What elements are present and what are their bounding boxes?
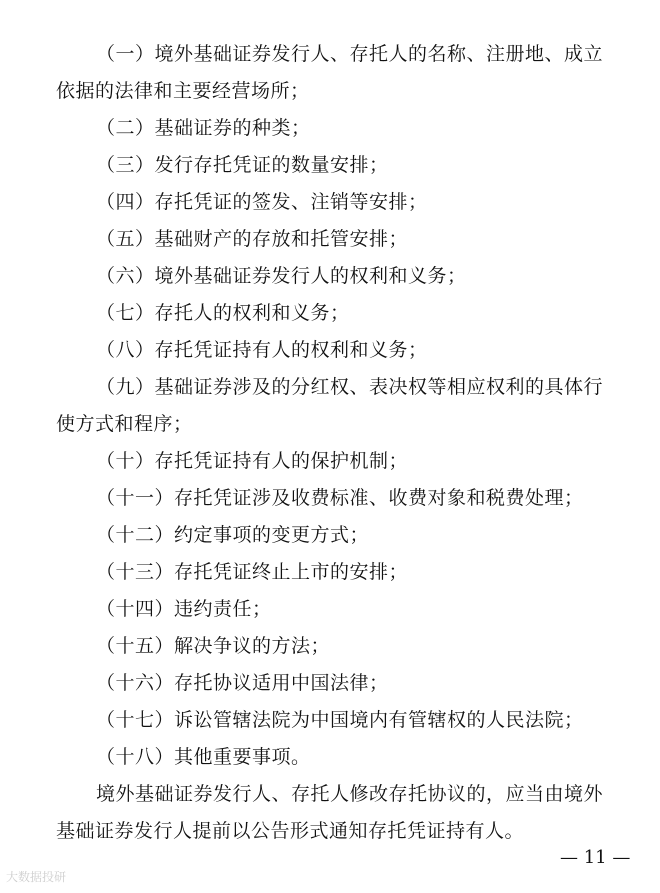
line-item-16: （十六）存托协议适用中国法律； <box>96 672 389 694</box>
line-item-11: （十一）存托凭证涉及收费标准、收费对象和税费处理； <box>96 487 584 509</box>
line-item-10: （十）存托凭证持有人的保护机制； <box>96 450 409 472</box>
line-item-7: （七）存托人的权利和义务； <box>96 302 350 324</box>
line-item-9-cont: 使方式和程序； <box>56 413 193 435</box>
line-item-4: （四）存托凭证的签发、注销等安排； <box>96 191 428 213</box>
line-item-18: （十八）其他重要事项。 <box>96 746 311 768</box>
line-item-15: （十五）解决争议的方法； <box>96 635 331 657</box>
line-item-6: （六）境外基础证券发行人的权利和义务； <box>96 265 467 287</box>
line-item-17: （十七）诉讼管辖法院为中国境内有管辖权的人民法院； <box>96 709 584 731</box>
watermark: 大数据投研 <box>6 870 67 884</box>
line-item-2: （二）基础证券的种类； <box>96 117 311 139</box>
line-item-1-cont: 依据的法律和主要经营场所； <box>56 80 310 102</box>
line-item-8: （八）存托凭证持有人的权利和义务； <box>96 339 428 361</box>
line-item-13: （十三）存托凭证终止上市的安排； <box>96 561 409 583</box>
line-item-14: （十四）违约责任； <box>96 598 272 620</box>
line-item-1: （一）境外基础证券发行人、存托人的名称、注册地、成立 <box>96 43 604 65</box>
page-number: — 11 — <box>560 847 631 868</box>
line-item-12: （十二）约定事项的变更方式； <box>96 524 370 546</box>
closing-paragraph-line-2: 基础证券发行人提前以公告形式通知存托凭证持有人。 <box>56 820 525 842</box>
line-item-5: （五）基础财产的存放和托管安排； <box>96 228 409 250</box>
line-item-3: （三）发行存托凭证的数量安排； <box>96 154 389 176</box>
line-item-9: （九）基础证券涉及的分红权、表决权等相应权利的具体行 <box>96 376 604 398</box>
closing-paragraph-line-1: 境外基础证券发行人、存托人修改存托协议的，应当由境外 <box>96 783 604 805</box>
